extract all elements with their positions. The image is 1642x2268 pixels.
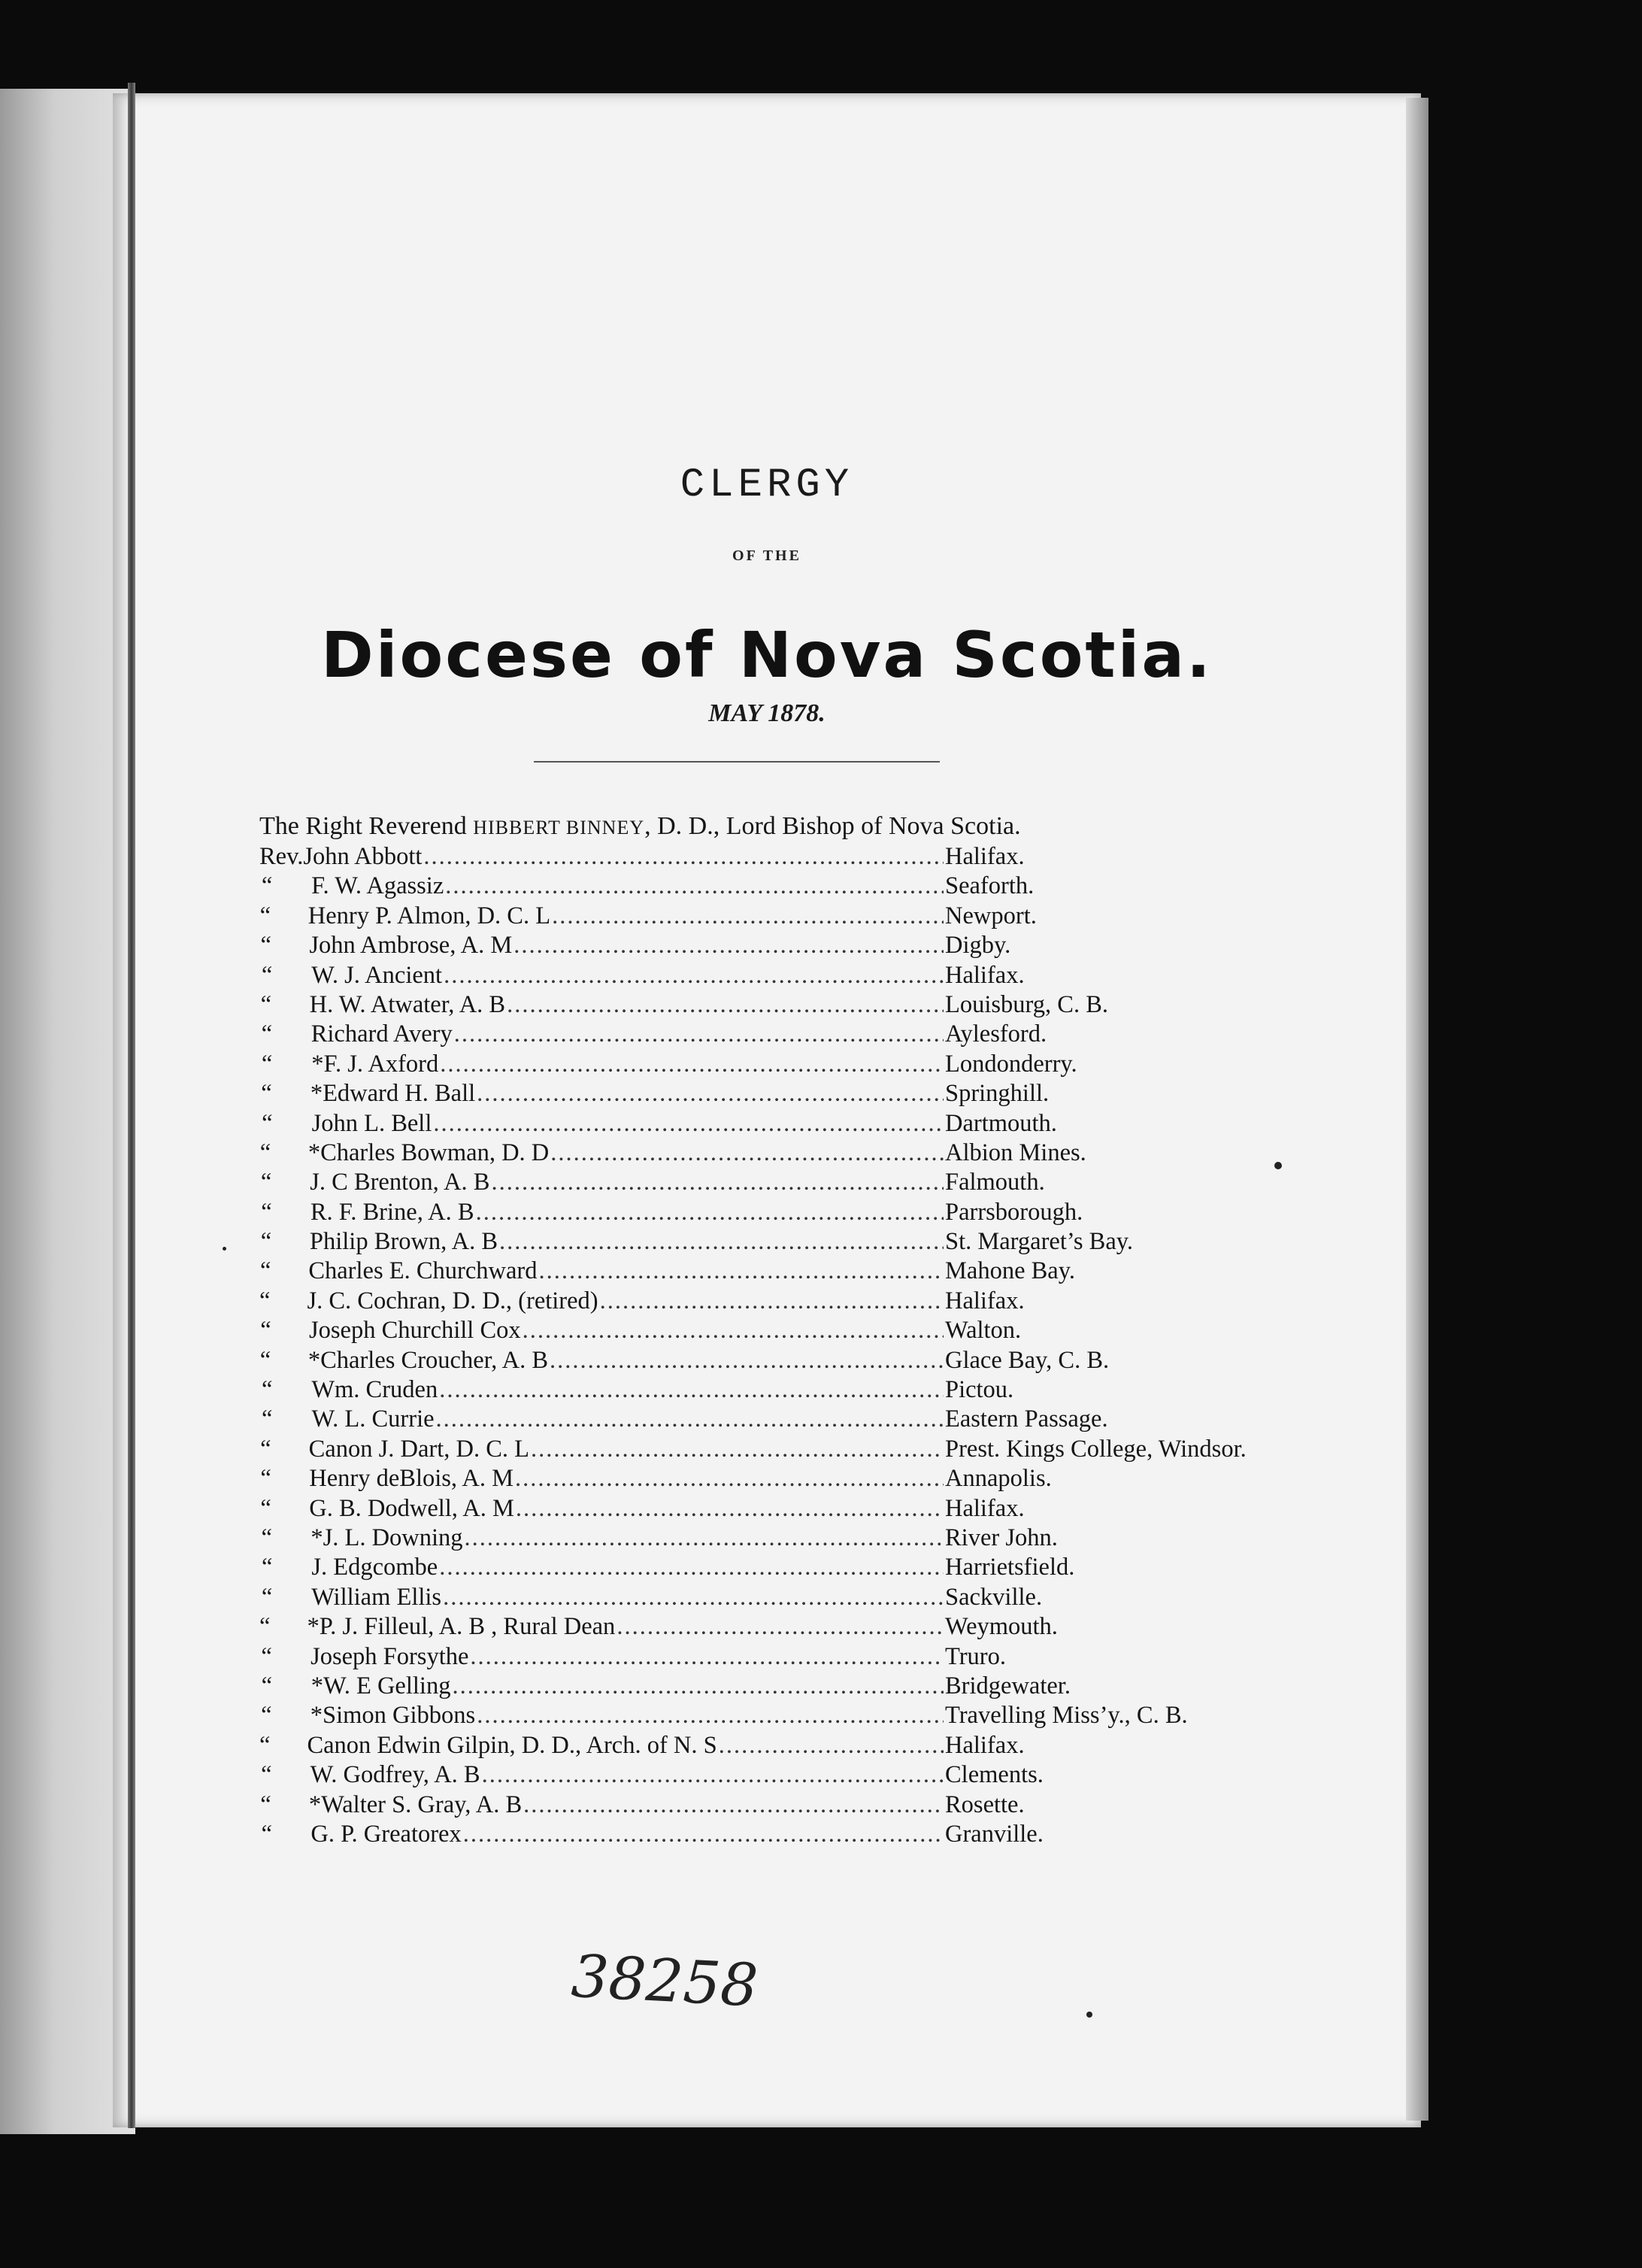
parish-location: Annapolis.: [945, 1465, 1052, 1493]
ditto-mark: “: [260, 1435, 271, 1463]
parish-location: Halifax.: [945, 1287, 1025, 1314]
clergy-list: [259, 842, 1252, 1849]
parish-location: River John.: [945, 1524, 1058, 1551]
clergy-name: F. W. Agassiz: [311, 872, 444, 900]
clergy-name: Richard Avery: [311, 1020, 453, 1048]
dot-leader: [436, 1405, 944, 1434]
page-spine-fold: [128, 83, 135, 2128]
ditto-mark: “: [261, 872, 273, 900]
clergy-entry: [259, 1227, 1252, 1257]
dot-leader: [477, 1701, 944, 1730]
clergy-name: Joseph Churchill Cox: [308, 1317, 521, 1345]
clergy-entry: [259, 1612, 1252, 1642]
dot-leader: [476, 1198, 944, 1227]
dot-leader: [423, 842, 944, 872]
ditto-mark: “: [259, 1139, 271, 1166]
dot-leader: [531, 1435, 944, 1464]
bishop-suffix: , D. D., Lord Bishop of Nova Scotia.: [644, 812, 1021, 840]
clergy-entry: [259, 1346, 1252, 1375]
clergy-entry: [259, 1257, 1252, 1286]
clergy-name: William Ellis: [311, 1583, 442, 1611]
parish-location: Halifax.: [945, 1494, 1025, 1522]
clergy-name: Henry P. Almon, D. C. L: [307, 902, 551, 929]
dot-leader: [719, 1731, 944, 1760]
ditto-mark: “: [262, 1405, 273, 1433]
clergy-entry: [259, 1198, 1252, 1227]
ditto-mark: “: [260, 1317, 271, 1345]
clergy-entry: [259, 1316, 1252, 1345]
parish-location: Londonderry.: [945, 1050, 1077, 1078]
handwritten-accession-number: 38258: [569, 1942, 760, 2021]
ditto-mark: “: [261, 1820, 272, 1848]
clergy-entry: [259, 842, 1252, 872]
clergy-entry: [259, 1820, 1252, 1849]
ditto-mark: “: [260, 1228, 272, 1256]
clergy-entry: [259, 1731, 1252, 1760]
parish-location: Albion Mines.: [945, 1139, 1086, 1166]
clergy-entry: [259, 1405, 1252, 1434]
clergy-name: Charles E. Churchward: [308, 1257, 538, 1285]
paper-blemish: [1274, 1162, 1282, 1169]
dot-leader: [465, 1524, 944, 1553]
parish-location: Harrietsfield.: [945, 1554, 1075, 1581]
dot-leader: [523, 1316, 944, 1345]
ditto-mark: “: [261, 1524, 272, 1551]
parish-location: Travelling Miss’y., C. B.: [945, 1702, 1188, 1730]
ditto-mark: “: [261, 1642, 272, 1670]
clergy-name: W. Godfrey, A. B: [310, 1761, 480, 1789]
parish-location: Glace Bay, C. B.: [945, 1346, 1110, 1374]
dot-leader: [439, 1375, 944, 1405]
dot-leader: [515, 1464, 944, 1493]
clergy-name: *J. L. Downing: [311, 1524, 463, 1551]
clergy-name: *Walter S. Gray, A. B: [308, 1790, 523, 1818]
parish-location: Aylesford.: [945, 1020, 1047, 1048]
page-title-diocese: Diocese of Nova Scotia.: [321, 618, 1213, 692]
ditto-mark: “: [259, 1731, 271, 1759]
dot-leader: [550, 1139, 944, 1168]
ditto-mark: “: [259, 1257, 271, 1285]
clergy-name: W. J. Ancient: [311, 961, 443, 989]
clergy-entry: [259, 1790, 1252, 1820]
ditto-mark: “: [259, 1613, 271, 1641]
ditto-mark: “: [261, 1672, 273, 1699]
clergy-name: *Simon Gibbons: [310, 1702, 476, 1730]
ditto-mark: “: [261, 1376, 273, 1404]
clergy-entry: [259, 1672, 1252, 1701]
clergy-entry: [259, 872, 1252, 901]
dot-leader: [452, 1672, 944, 1701]
dot-leader: [454, 1020, 944, 1049]
dot-leader: [550, 1346, 944, 1375]
paper-blemish: [223, 1247, 226, 1251]
ditto-mark: “: [259, 1346, 271, 1374]
dot-leader: [516, 1494, 944, 1524]
ditto-mark: “: [259, 1287, 271, 1314]
dot-leader: [617, 1612, 944, 1642]
clergy-entry: [259, 1701, 1252, 1730]
parish-location: Halifax.: [945, 843, 1025, 870]
clergy-name: Philip Brown, A. B: [309, 1228, 498, 1256]
parish-location: Seaforth.: [945, 872, 1035, 900]
clergy-entry: [259, 1109, 1252, 1139]
ditto-mark: “: [261, 1583, 273, 1611]
parish-location: Pictou.: [945, 1376, 1014, 1404]
paper-blemish: [1086, 2012, 1092, 2018]
parish-location: Falmouth.: [945, 1169, 1045, 1196]
dot-leader: [552, 902, 944, 931]
subtitle-of-the: OF THE: [732, 547, 801, 564]
clergy-name: W. L. Currie: [311, 1405, 435, 1433]
dot-leader: [445, 872, 944, 901]
clergy-entry: [259, 1553, 1252, 1582]
clergy-name: *Edward H. Ball: [310, 1080, 476, 1108]
ditto-mark: “: [260, 1790, 271, 1818]
clergy-entry: [259, 1464, 1252, 1493]
clergy-entry: [259, 902, 1252, 931]
ditto-mark: “: [261, 1020, 273, 1048]
clergy-name: Canon Edwin Gilpin, D. D., Arch. of N. S: [307, 1731, 717, 1759]
page-title-clergy: CLERGY: [680, 462, 854, 508]
clergy-entry: [259, 1139, 1252, 1168]
dot-leader: [499, 1227, 944, 1257]
ditto-mark: “: [259, 902, 271, 929]
clergy-entry: [259, 1583, 1252, 1612]
ditto-mark: “: [260, 932, 271, 960]
parish-location: Clements.: [945, 1761, 1044, 1789]
page-right-edge: [1406, 98, 1428, 2121]
clergy-name: G. B. Dodwell, A. M: [309, 1494, 514, 1522]
parish-location: Sackville.: [945, 1583, 1043, 1611]
clergy-entry: [259, 961, 1252, 990]
title-prefix: Rev.: [259, 843, 304, 870]
parish-location: Newport.: [945, 902, 1037, 929]
clergy-name: Canon J. Dart, D. C. L: [308, 1435, 529, 1463]
clergy-name: *Charles Bowman, D. D: [307, 1139, 550, 1166]
parish-location: Truro.: [945, 1642, 1006, 1670]
ditto-mark: “: [260, 1494, 271, 1522]
clergy-name: J. Edgcombe: [311, 1554, 438, 1581]
parish-location: Dartmouth.: [945, 1109, 1057, 1137]
parish-location: Halifax.: [945, 961, 1025, 989]
clergy-entry: [259, 990, 1252, 1020]
publication-date: MAY 1878.: [708, 699, 826, 727]
dot-leader: [439, 1553, 944, 1582]
ditto-mark: “: [260, 1169, 272, 1196]
dot-leader: [538, 1257, 944, 1286]
parish-location: Parrsborough.: [945, 1198, 1083, 1226]
bishop-prefix: The Right Reverend: [259, 812, 474, 840]
dot-leader: [507, 990, 944, 1020]
clergy-name: Joseph Forsythe: [311, 1642, 469, 1670]
clergy-name: *Charles Croucher, A. B: [307, 1346, 549, 1374]
clergy-name: G. P. Greatorex: [311, 1820, 462, 1848]
ditto-mark: “: [261, 1080, 272, 1108]
clergy-name: John L. Bell: [311, 1109, 432, 1137]
parish-location: Springhill.: [945, 1080, 1050, 1108]
clergy-entry: [259, 1642, 1252, 1672]
parish-location: Granville.: [945, 1820, 1044, 1848]
parish-location: Walton.: [945, 1317, 1022, 1345]
clergy-entry: [259, 1287, 1252, 1316]
parish-location: Mahone Bay.: [945, 1257, 1075, 1285]
parish-location: Rosette.: [945, 1790, 1025, 1818]
dot-leader: [482, 1760, 944, 1790]
clergy-name: J. C. Cochran, D. D., (retired): [307, 1287, 598, 1314]
parish-location: Louisburg, C. B.: [945, 990, 1108, 1018]
dot-leader: [470, 1642, 944, 1672]
clergy-name: *P. J. Filleul, A. B , Rural Dean: [307, 1613, 616, 1641]
title-divider: [534, 761, 940, 763]
dot-leader: [444, 961, 944, 990]
ditto-mark: “: [262, 1109, 273, 1137]
parish-location: St. Margaret’s Bay.: [945, 1228, 1134, 1256]
clergy-entry: [259, 1168, 1252, 1197]
ditto-mark: “: [260, 990, 272, 1018]
clergy-entry: [259, 1050, 1252, 1079]
parish-location: Eastern Passage.: [945, 1405, 1108, 1433]
parish-location: Digby.: [945, 932, 1011, 960]
clergy-name: R. F. Brine, A. B: [310, 1198, 474, 1226]
clergy-name: *W. E Gelling: [311, 1672, 451, 1699]
clergy-name: H. W. Atwater, A. B: [309, 990, 506, 1018]
clergy-entry: [259, 1375, 1252, 1405]
dot-leader: [463, 1820, 944, 1849]
ditto-mark: “: [261, 1702, 272, 1730]
ditto-mark: “: [261, 1198, 272, 1226]
clergy-name: Wm. Cruden: [311, 1376, 438, 1404]
parish-location: Prest. Kings College, Windsor.: [945, 1435, 1247, 1463]
clergy-entry: [259, 931, 1252, 960]
clergy-name: John Abbott: [303, 843, 423, 870]
clergy-entry: [259, 1079, 1252, 1108]
clergy-name: Henry deBlois, A. M: [309, 1465, 514, 1493]
clergy-entry: [259, 1020, 1252, 1049]
clergy-entry: [259, 1435, 1252, 1464]
ditto-mark: “: [261, 1554, 273, 1581]
bishop-line: [259, 812, 1021, 841]
clergy-name: John Ambrose, A. M: [309, 932, 513, 960]
ditto-mark: “: [261, 1761, 272, 1789]
clergy-entry: [259, 1760, 1252, 1790]
dot-leader: [491, 1168, 944, 1197]
ditto-mark: “: [261, 961, 273, 989]
ditto-mark: “: [260, 1465, 271, 1493]
clergy-entry: [259, 1524, 1252, 1553]
dot-leader: [523, 1790, 944, 1820]
dot-leader: [477, 1079, 944, 1108]
ditto-mark: “: [261, 1050, 273, 1078]
dot-leader: [600, 1287, 944, 1316]
dot-leader: [440, 1050, 944, 1079]
dot-leader: [514, 931, 944, 960]
dot-leader: [443, 1583, 944, 1612]
clergy-name: J. C Brenton, A. B: [310, 1169, 490, 1196]
dot-leader: [433, 1109, 944, 1139]
parish-location: Weymouth.: [945, 1613, 1058, 1641]
clergy-name: *F. J. Axford: [311, 1050, 439, 1078]
clergy-entry: [259, 1494, 1252, 1524]
parish-location: Bridgewater.: [945, 1672, 1071, 1699]
parish-location: Halifax.: [945, 1731, 1025, 1759]
bishop-name: HIBBERT BINNEY: [473, 817, 645, 838]
